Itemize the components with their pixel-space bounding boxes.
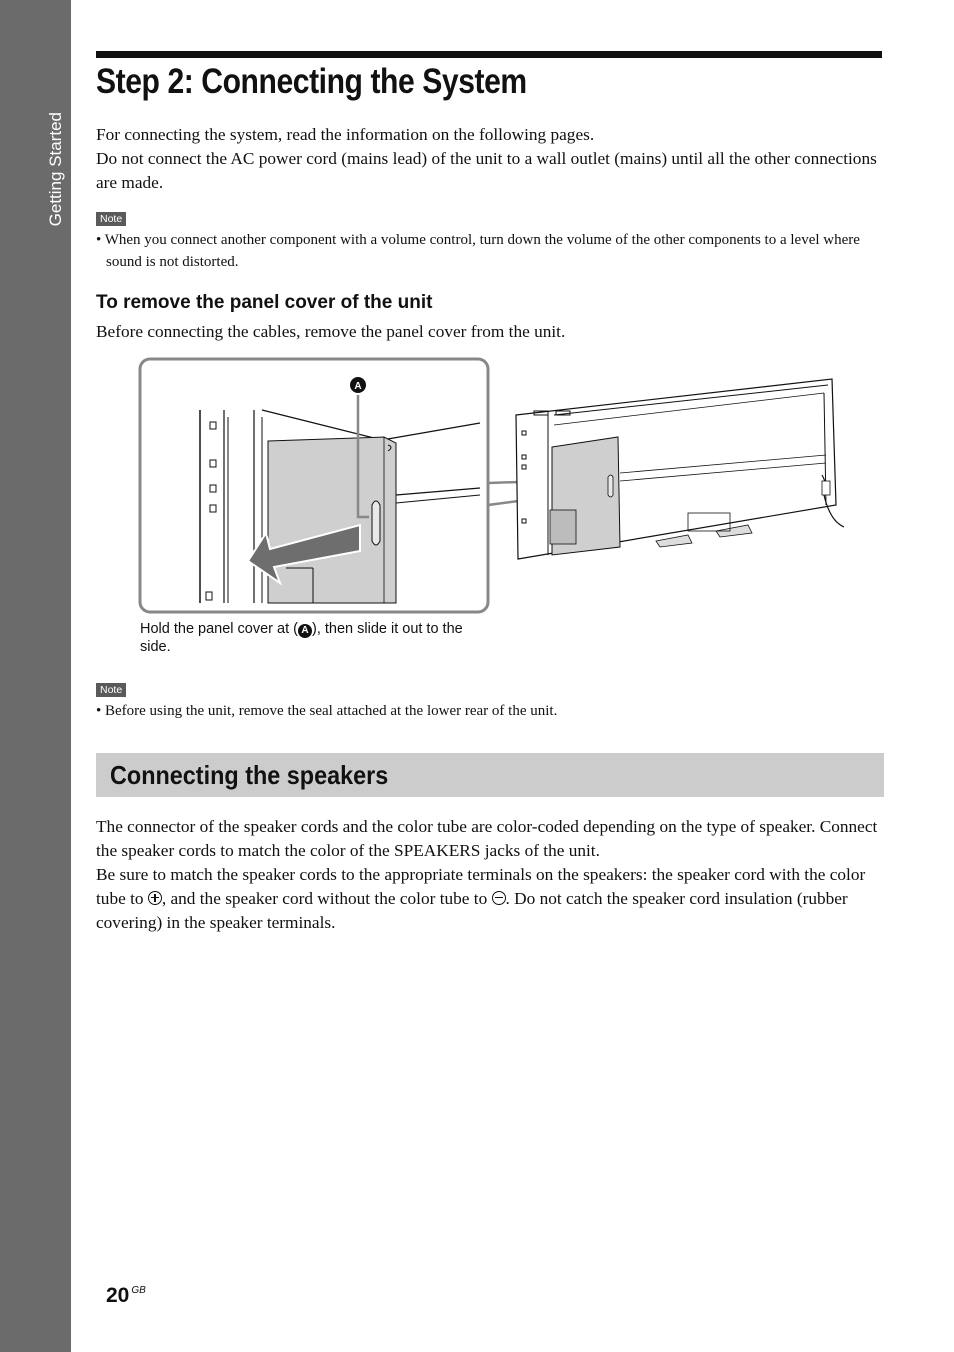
note-badge: Note [96, 212, 126, 226]
section-header-bar [96, 753, 884, 797]
panel-cover-heading: To remove the panel cover of the unit [96, 292, 433, 313]
figure-caption: Hold the panel cover at ( A ), then slide it out to the side. [140, 621, 463, 655]
plus-terminal-icon [148, 891, 162, 905]
callout-a-label: A [354, 381, 362, 392]
title-rule [96, 51, 882, 58]
page-title: Step 2: Connecting the System [96, 62, 527, 101]
page-number: 20 $^{GB}$ [106, 1284, 146, 1307]
section-title: Connecting the speakers [110, 760, 389, 790]
callout-a-badge: A [298, 624, 312, 638]
speakers-para-1: The connector of the speaker cords and the color tube are color-coded depending on the type of speaker. Connect the speaker cords to match the color of the SPEAKERS jacks of the unit. [96, 817, 878, 860]
note-text-2: • Before using the unit, remove the seal attached at the lower rear of the unit. [96, 703, 558, 719]
side-tab [0, 0, 71, 1352]
note-badge-2: Note [96, 683, 126, 697]
speakers-para-2: Be sure to match the speaker cords to the appropriate terminals on the speakers: the speaker cord with the color tube to , and the speaker cord without the color tube to . Do not catch the speaker cord insulation (rubber covering) in the speaker terminals. [96, 865, 866, 932]
note-text: • When you connect another component with a volume control, turn down the volume of the other components to a level where sound is not distorted. [96, 232, 860, 270]
panel-cover-illustration [136, 355, 846, 620]
side-tab-label: Getting Started [46, 112, 65, 227]
minus-terminal-icon [492, 891, 506, 905]
intro-line-1: For connecting the system, read the information on the following pages. [96, 125, 595, 144]
panel-cover-body: Before connecting the cables, remove the panel cover from the unit. [96, 322, 566, 341]
intro-line-2: Do not connect the AC power cord (mains lead) of the unit to a wall outlet (mains) until all the other connections are made. [96, 149, 877, 192]
